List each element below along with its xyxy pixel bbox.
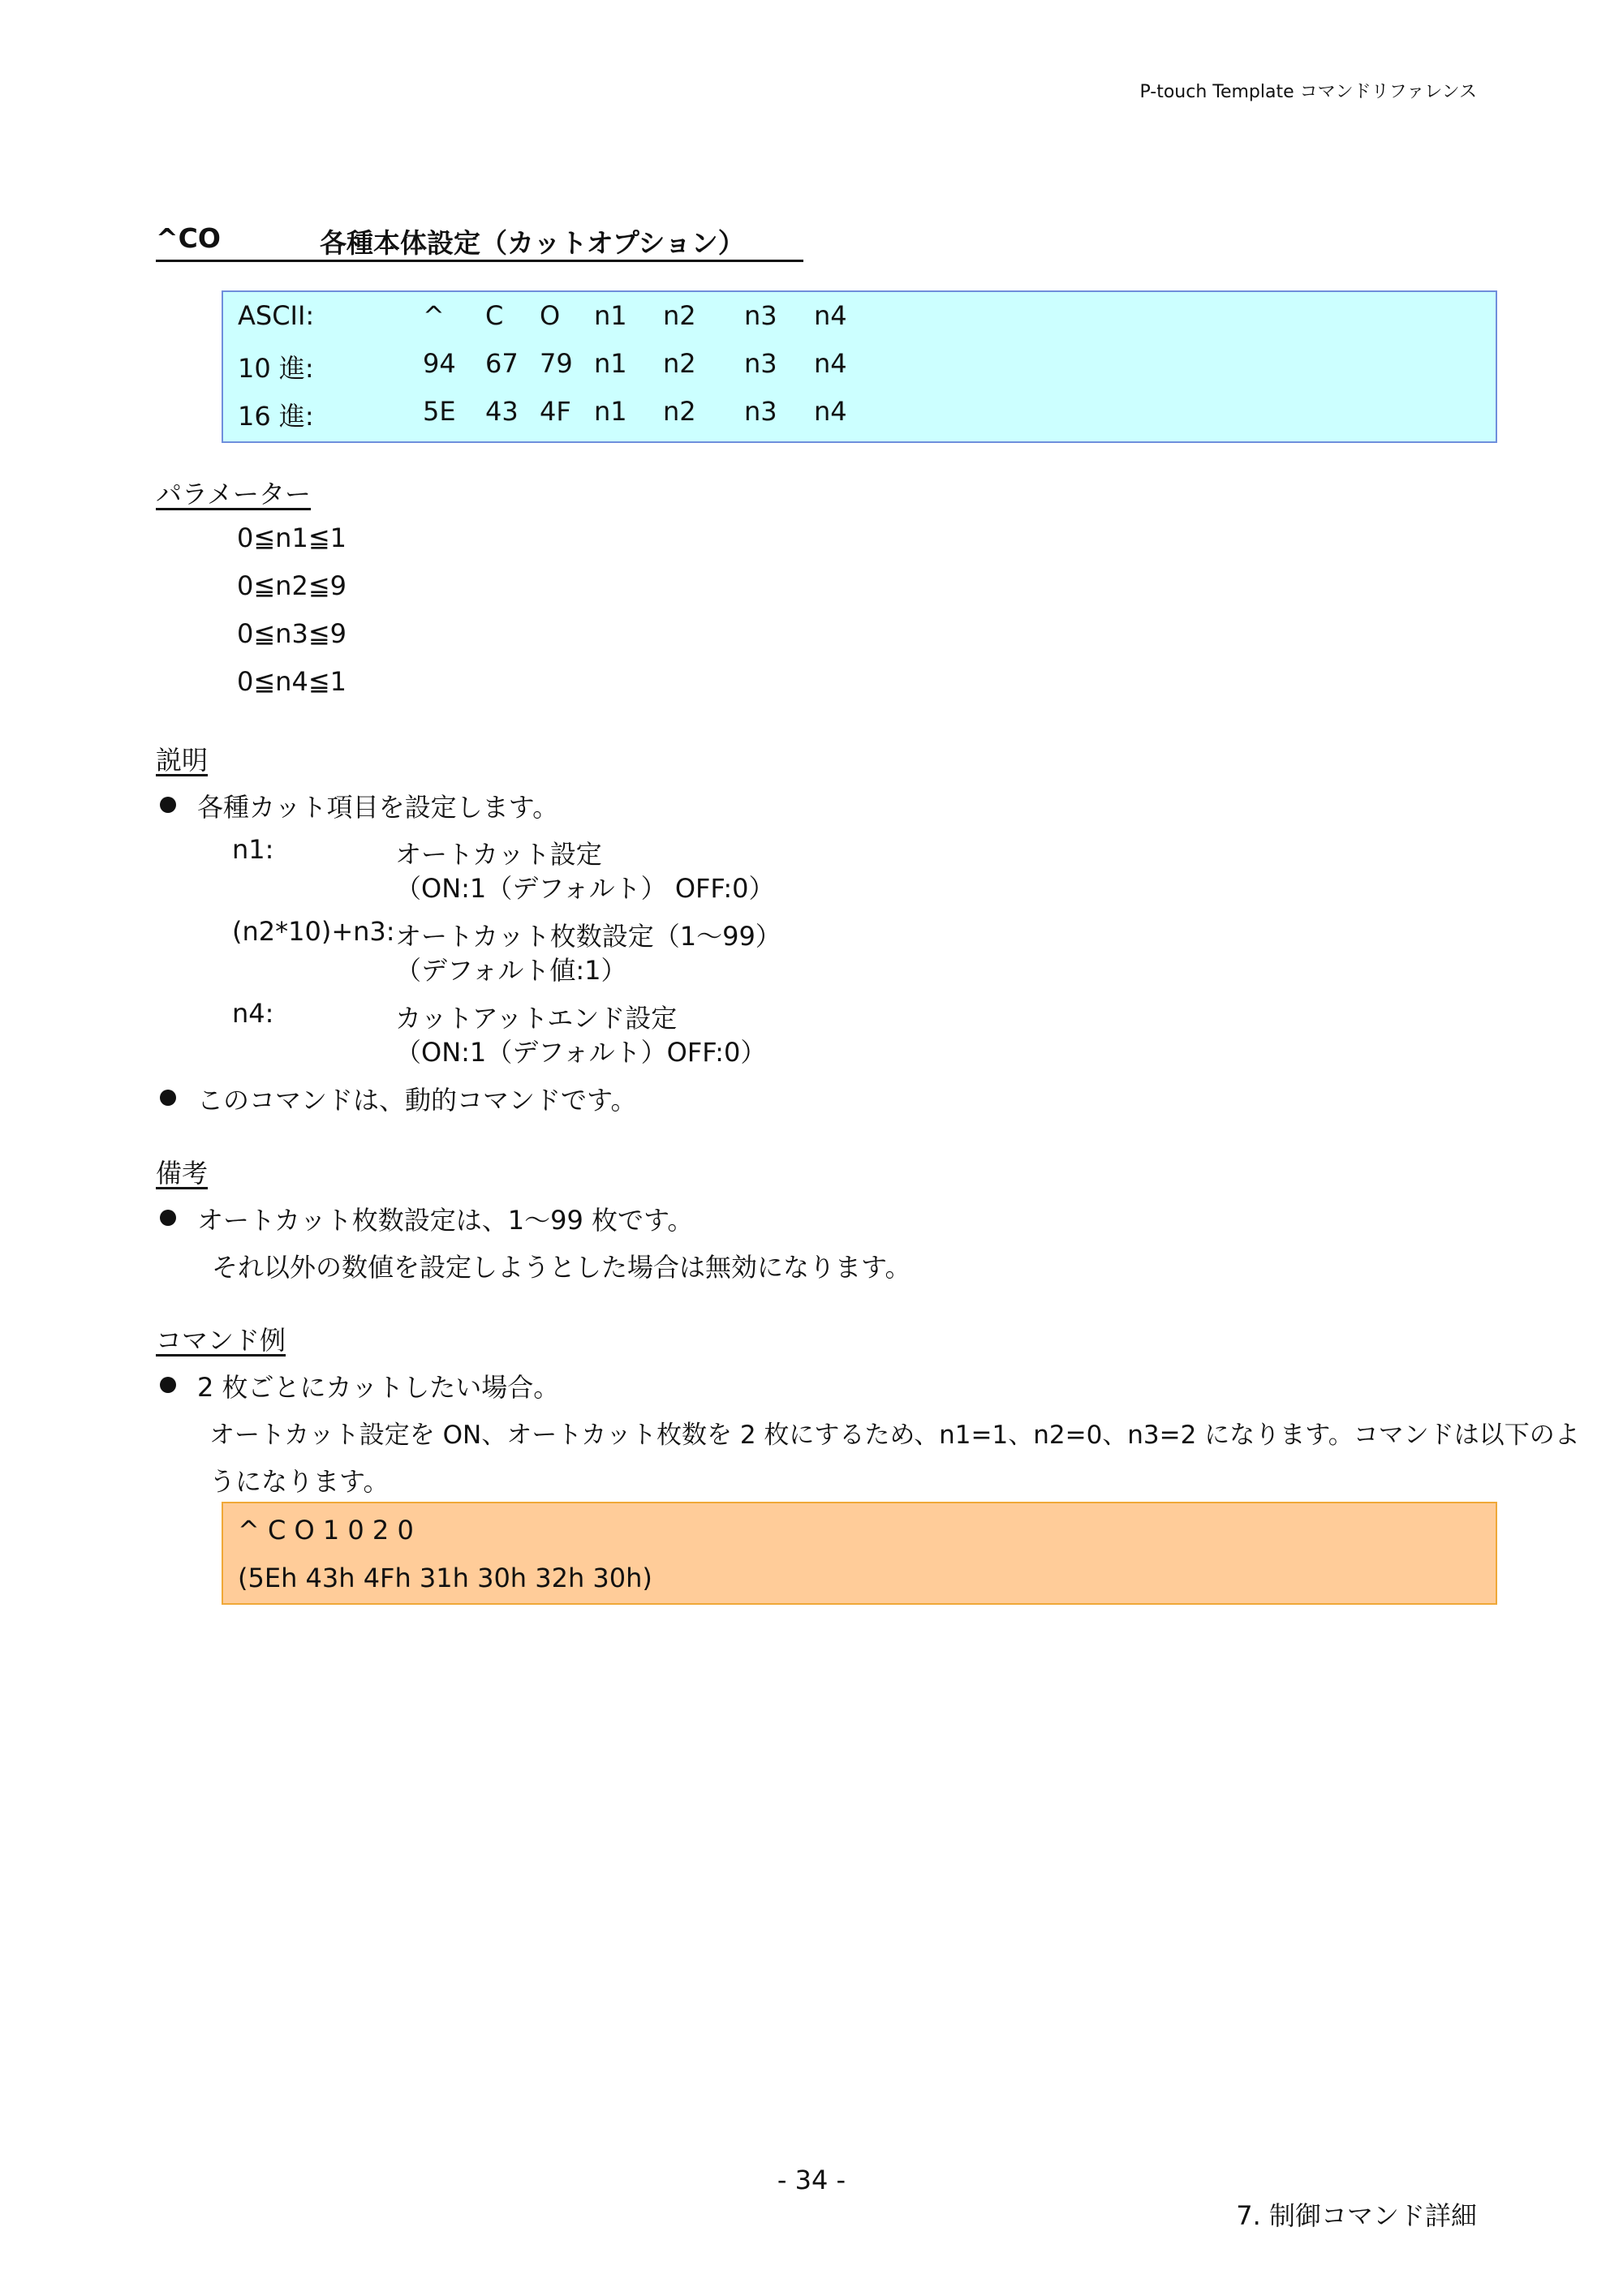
code-table [222,290,1497,443]
bullet-icon [160,1377,176,1393]
code-cell: n4 [814,300,847,331]
code-cell: 5E [423,396,456,427]
page-number: - 34 - [777,2165,846,2195]
code-cell: n3 [744,300,777,331]
code-cell: C [485,300,504,331]
def-text: カットアットエンド設定 [395,1003,678,1034]
def-term: (n2*10)+n3: [232,916,395,947]
def-text: （デフォルト値:1） [395,955,627,986]
code-cell: n4 [814,396,847,427]
code-cell: n1 [594,300,627,331]
command-name: 各種本体設定（カットオプション） [320,227,745,259]
def-text: オートカット枚数設定（1〜99） [395,921,781,952]
code-cell: 43 [485,396,519,427]
code-cell: O [540,300,561,331]
def-term: n1: [232,834,274,865]
code-cell: n2 [663,396,696,427]
def-term: n4: [232,998,274,1029]
example-heading: コマンド例 [156,1325,286,1356]
code-cell: n3 [744,348,777,379]
command-code: ^CO [156,222,221,254]
row-label: 10 進: [238,353,314,384]
remarks-bullet: オートカット枚数設定は、1〜99 枚です。 [197,1205,694,1236]
bullet-icon [160,1090,176,1106]
row-label: 16 進: [238,401,314,432]
code-cell: n1 [594,348,627,379]
parameter-item: 0≦n4≦1 [237,666,347,697]
code-row-hex [223,396,1496,443]
def-text: （ON:1（デフォルト） OFF:0） [395,873,775,904]
example-code-box [222,1502,1497,1605]
bullet-icon [160,797,176,813]
code-cell: 94 [423,348,456,379]
code-cell: 79 [540,348,573,379]
remarks-heading: 備考 [156,1158,209,1189]
def-text: オートカット設定 [395,839,602,870]
bullet-icon [160,1210,176,1226]
command-title [156,222,803,262]
row-label: ASCII: [238,300,315,331]
code-cell: 67 [485,348,519,379]
example-text: うになります。 [209,1466,390,1497]
parameter-item: 0≦n1≦1 [237,522,347,553]
code-row-decimal [223,348,1496,395]
running-header: P-touch Template コマンドリファレンス [1139,82,1477,102]
description-bullet: 各種カット項目を設定します。 [197,792,559,823]
remarks-text: それ以外の数値を設定しようとした場合は無効になります。 [212,1252,911,1283]
code-cell: n1 [594,396,627,427]
example-code: ^ C O 1 0 2 0 [238,1515,414,1546]
code-row-ascii [223,300,1496,347]
code-cell: n4 [814,348,847,379]
example-text: オートカット設定を ON、オートカット枚数を 2 枚にするため、n1=1、n2=0、n3=2 になります。コマンドは以下のよ [209,1421,1580,1450]
parameters-heading: パラメーター [156,479,312,510]
parameter-item: 0≦n2≦9 [237,570,347,601]
code-cell: ^ [423,300,445,331]
parameter-item: 0≦n3≦9 [237,618,347,649]
code-cell: n3 [744,396,777,427]
example-bullet: 2 枚ごとにカットしたい場合。 [197,1372,560,1403]
code-cell: n2 [663,348,696,379]
example-hex: (5Eh 43h 4Fh 31h 30h 32h 30h) [238,1563,652,1593]
code-cell: 4F [540,396,571,427]
chapter-footer: 7. 制御コマンド詳細 [1236,2200,1477,2231]
description-heading: 説明 [156,745,209,776]
code-cell: n2 [663,300,696,331]
description-bullet: このコマンドは、動的コマンドです。 [197,1085,637,1116]
def-text: （ON:1（デフォルト）OFF:0） [395,1037,767,1068]
